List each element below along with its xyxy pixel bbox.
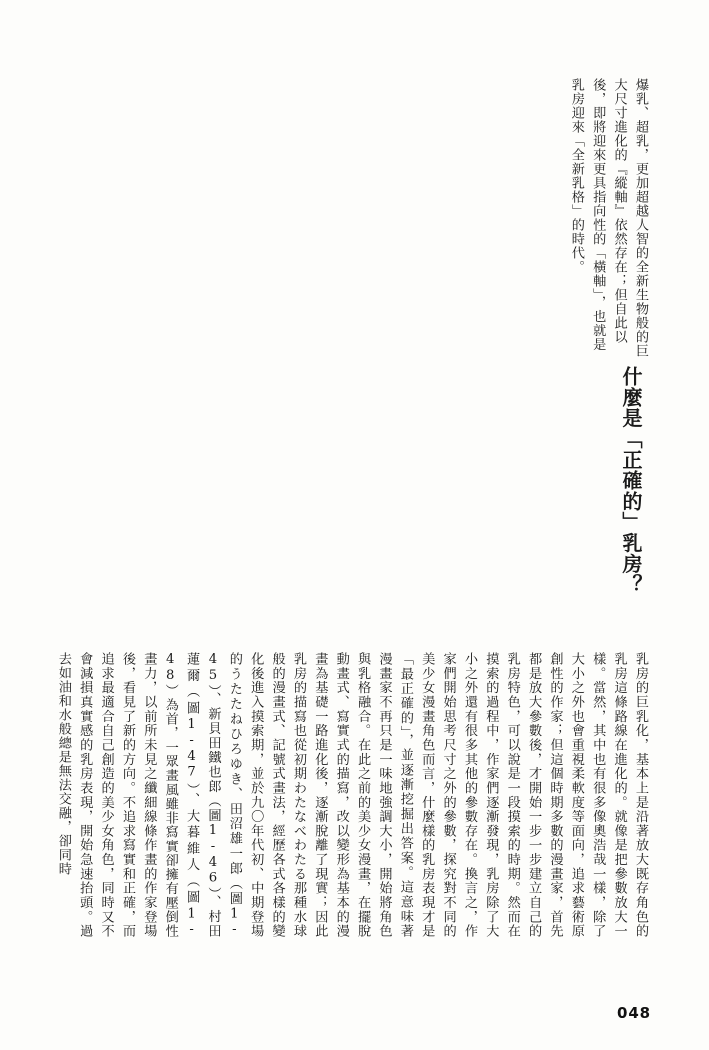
body-paragraph: 乳房的巨乳化，基本上是沿著放大既存角色的乳房這條路線在進化的。就像是把參數放大一樣。當然，其中也有很多像奧浩哉一樣，除了大小之外也會重視柔軟度等面向，追求藝術原創性的作家；但這個時期多數的漫畫家，首先都是放大參數後，才開始一步一步建立自己的乳房特色，可以說是一段摸索的時期。然而在摸索的過程中，作家們逐漸發現，乳房除了大小之外還有很多其他的參數存在。換言之，作家們開始思考尺寸之外的參數，探究對不同的美少女漫畫角色而言，什麼樣的乳房表現才是「最正確的」，並逐漸挖掘出答案。這意味著漫畫家不再只是一味地強調大小，開始將角色與乳格融合。在此之前的美少女漫畫，在擺脫動畫式、寫實式的描寫，改以變形為基本的漫畫為基礎一路進化後，逐漸脫離了現實；因此乳房的描寫也從初期わたなべわたる那種水球般的漫畫式、記號式畫法，經歷各式各樣的變化後進入摸索期，並於九〇年代初、中期登場的うたたねひろゆき、田沼雄一郎（圖1-45）、新貝田鐵也郎（圖1-46）、村田蓮爾（圖1-47）、大暮維人（圖1-48）為首，一眾畫風雖非寫實卻擁有壓倒性畫力，以前所未見之纖細線條作畫的作家登場後，看見了新的方向。不追求寫實和正確，而追求最適合自己創造的美少女角色，同時又不會減損真實感的乳房表現，開始急速抬頭。過去如油和水般總是無法交融，卻同時 — [55, 652, 648, 938]
section-heading: 什麼是「正確的」乳房？ — [619, 366, 643, 595]
lead-paragraph: 爆乳、超乳，更加超越人智的全新生物般的巨大尺寸進化的『縱軸』依然存在；但自此以後，即將迎來更具指向性的「橫軸」，也就是乳房迎來「全新乳格」的時代。 — [568, 78, 648, 358]
page-number: 048 — [616, 1004, 651, 1022]
vertical-text-area — [55, 78, 651, 938]
